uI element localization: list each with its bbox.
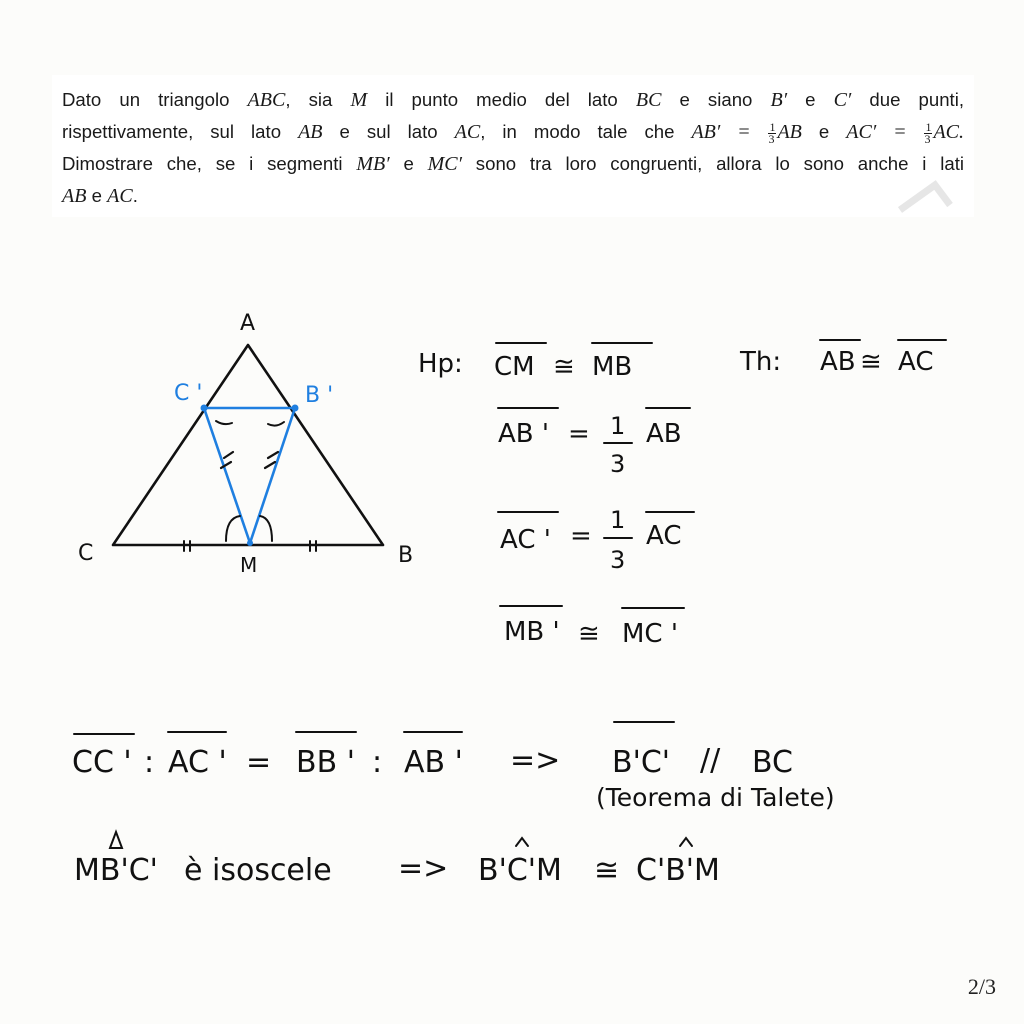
text: e sul lato — [322, 121, 455, 142]
hypothesis-thesis — [418, 340, 946, 649]
text: e — [389, 153, 428, 174]
math: AB — [62, 185, 87, 207]
math: MB′ — [356, 153, 390, 175]
label-a: A — [240, 311, 256, 336]
hp1-right: MB — [592, 352, 633, 382]
fraction-numerator: 1 — [925, 119, 932, 134]
proof1-bb1: BB ' — [296, 745, 355, 780]
hp3-right: AC — [646, 521, 682, 551]
th-label: Th: — [740, 347, 782, 377]
math: AC — [107, 185, 133, 207]
text: . — [132, 185, 138, 206]
blue-triangle-mb1c1 — [204, 408, 295, 543]
th-right: AC — [898, 347, 934, 377]
proof2-isosceles: è isoscele — [184, 853, 332, 888]
text: rispettivamente, sul lato — [62, 121, 299, 142]
label-b-prime: B ' — [305, 383, 334, 408]
fraction-denominator: 3 — [768, 131, 775, 146]
angle-arc-c1 — [216, 421, 232, 424]
math: AB′ = — [691, 121, 768, 143]
triangle-abc — [113, 345, 383, 545]
proof2-implies: => — [398, 851, 449, 886]
hp-label: Hp: — [418, 349, 463, 379]
text: e — [86, 185, 108, 206]
math: B′ — [770, 89, 788, 111]
text: e — [787, 89, 834, 110]
fraction-denominator: 3 — [924, 131, 931, 146]
hp2-denominator: 3 — [610, 450, 626, 478]
label-m: M — [240, 553, 258, 577]
hp3-numerator: 1 — [610, 506, 626, 534]
th-operator: ≅ — [860, 347, 882, 377]
text: e — [801, 121, 847, 142]
angle-hat — [516, 838, 528, 846]
hp1-operator: ≅ — [553, 352, 575, 382]
text: sono tra loro congruenti, allora lo sono anche i lati — [461, 153, 964, 174]
watermark — [900, 185, 950, 210]
proof1-ac1: AC ' — [168, 745, 227, 780]
math: AC — [454, 121, 481, 143]
proof2-angle-left: B'C'M — [478, 853, 562, 888]
proof1-cc1: CC ' — [72, 745, 132, 780]
hp4-right: MC ' — [622, 619, 678, 649]
proof1-implies: => — [510, 743, 561, 778]
text: , in modo tale che — [480, 121, 692, 142]
hp4-left: MB ' — [504, 617, 560, 647]
math: AB — [298, 121, 323, 143]
triangle-symbol — [110, 832, 122, 848]
math: ABC — [247, 89, 286, 111]
triangle-figure — [78, 311, 413, 577]
hp3-denominator: 3 — [610, 546, 626, 574]
hp2-equals: = — [568, 419, 590, 449]
angle-hat — [680, 838, 692, 846]
proof1-note-talete: (Teorema di Talete) — [596, 783, 835, 812]
proof2-angle-right: C'B'M — [636, 853, 720, 888]
th-left: AB — [820, 347, 856, 377]
math: M — [350, 89, 368, 111]
hp2-numerator: 1 — [610, 412, 626, 440]
proof1-colon: : — [144, 745, 155, 780]
angle-arc-b1 — [268, 422, 284, 426]
hp3-equals: = — [570, 521, 592, 551]
math: C′ — [833, 89, 852, 111]
hp4-operator: ≅ — [578, 619, 600, 649]
point-m — [247, 540, 253, 546]
text: Dimostrare che, se i segmenti — [62, 153, 357, 174]
hp3-left: AC ' — [500, 525, 551, 555]
proof1-b1c1: B'C' — [612, 745, 671, 780]
math: AC. — [933, 121, 964, 143]
text: due punti, — [851, 89, 964, 110]
label-c-prime: C ' — [174, 381, 203, 406]
page-number: 2/3 — [967, 974, 996, 999]
text: e siano — [661, 89, 771, 110]
proof1-ab1: AB ' — [404, 745, 463, 780]
hp2-left: AB ' — [498, 419, 550, 449]
fraction-numerator: 1 — [769, 119, 776, 134]
hp1-left: CM — [494, 352, 535, 382]
proof1-bc: BC — [752, 745, 794, 780]
label-b: B — [398, 543, 414, 568]
text: Dato un triangolo — [62, 89, 248, 110]
math: MC′ — [427, 153, 462, 175]
point-b1 — [292, 405, 299, 412]
text: , sia — [285, 89, 351, 110]
math: AB — [777, 121, 802, 143]
proof1-equals: = — [246, 745, 272, 780]
text: il punto medio del lato — [367, 89, 636, 110]
proof — [72, 722, 835, 888]
proof1-parallel: // — [700, 743, 721, 778]
proof2-congruent: ≅ — [594, 853, 620, 888]
proof1-colon: : — [372, 745, 383, 780]
math: AC′ = — [846, 121, 924, 143]
proof2-triangle: MB'C' — [74, 853, 158, 888]
hp2-right: AB — [646, 419, 682, 449]
math: BC — [635, 89, 662, 111]
label-c: C — [78, 541, 94, 566]
